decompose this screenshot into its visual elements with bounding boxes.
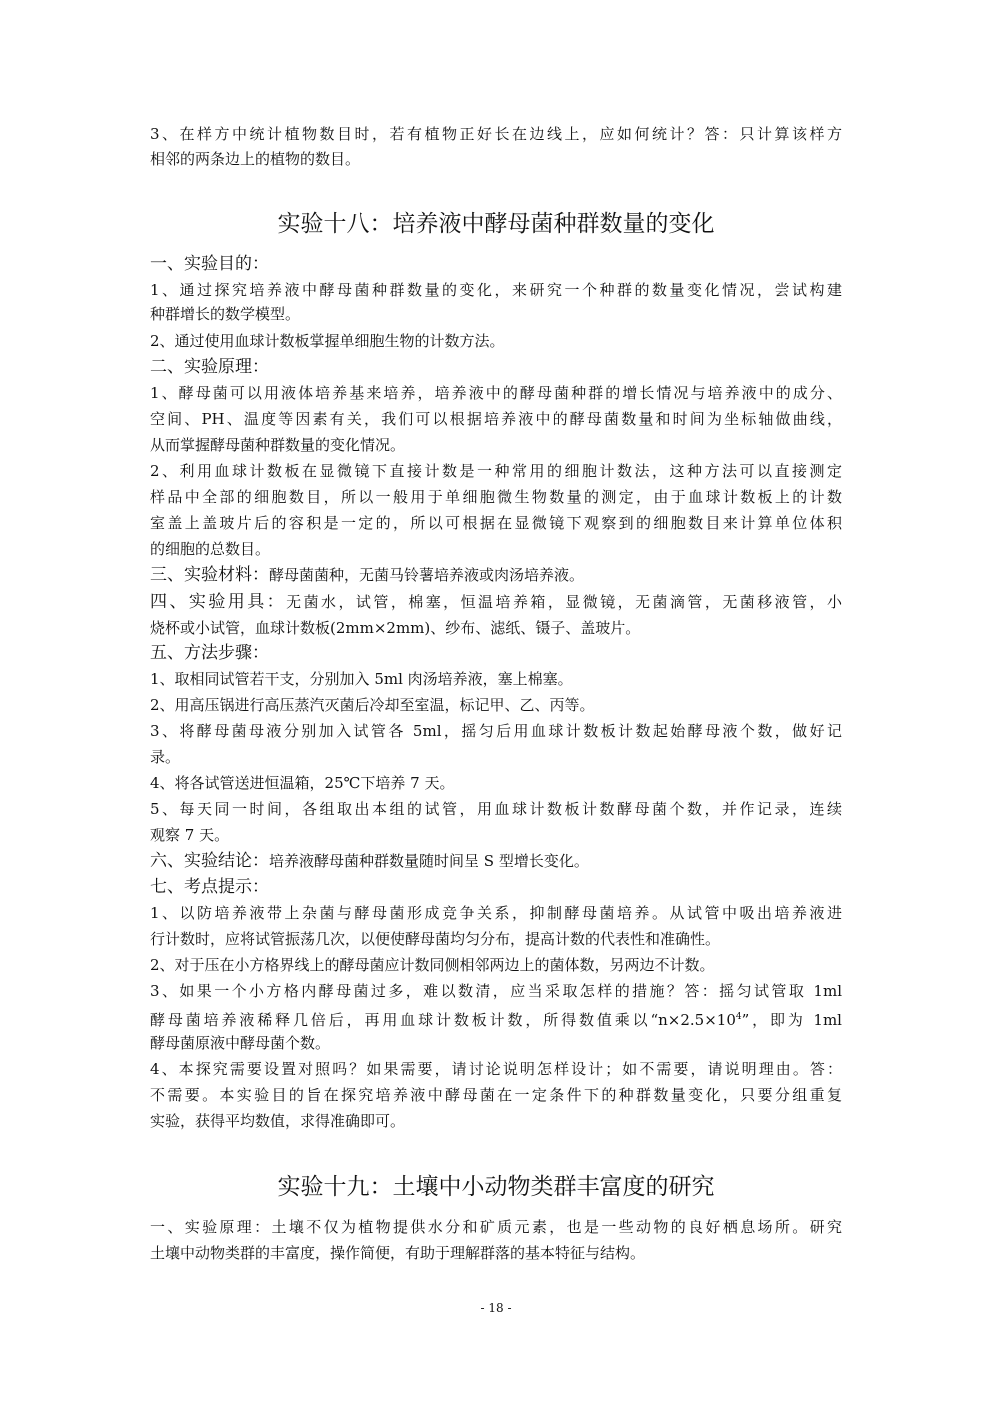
paragraph-line: 3、在样方中统计植物数目时，若有植物正好长在边线上，应如何统计？答：只计算该样方: [150, 125, 842, 143]
subsection-title: 二、实验原理：: [150, 357, 269, 377]
subsection-title: 五、方法步骤：: [150, 643, 269, 663]
paragraph-line: 2、对于压在小方格界线上的酵母菌应计数同侧相邻两边上的菌体数，另两边不计数。: [150, 956, 715, 974]
subsection-title: 六、实验结论：: [150, 851, 269, 871]
paragraph-line: 1、通过探究培养液中酵母菌种群数量的变化，来研究一个种群的数量变化情况，尝试构建: [150, 281, 842, 299]
paragraph-text: 酵母菌菌种，无菌马铃薯培养液或肉汤培养液。: [269, 566, 585, 584]
paragraph-line: 观察 7 天。: [150, 826, 230, 844]
paragraph-line: 1、以防培养液带上杂菌与酵母菌形成竞争关系，抑制酵母菌培养。从试管中吸出培养液进: [150, 904, 842, 922]
subsection-title: 三、实验材料：: [150, 565, 269, 585]
paragraph-line: 种群增长的数学模型。: [150, 305, 301, 323]
page-number: - 18 -: [480, 1301, 512, 1315]
paragraph-line: [150, 1007, 842, 1030]
paragraph-line: 不需要。本实验目的旨在探究培养液中酵母菌在一定条件下的种群数量变化，只要分组重复: [150, 1086, 842, 1104]
paragraph-line: 2、用高压锅进行高压蒸汽灭菌后冷却至室温，标记甲、乙、丙等。: [150, 696, 595, 714]
section-heading: 实验十八：培养液中酵母菌种群数量的变化: [277, 211, 715, 237]
paragraph-line: 烧杯或小试管，血球计数板(2mm×2mm)、纱布、滤纸、镊子、盖玻片。: [150, 619, 641, 637]
paragraph-line: 3、将酵母菌母液分别加入试管各 5ml，摇匀后用血球计数板计数起始酵母液个数，做好记: [150, 722, 842, 740]
subsection-title: 四、实验用具：: [150, 592, 287, 612]
section-heading: 实验十九：土壤中小动物类群丰富度的研究: [277, 1174, 715, 1200]
paragraph-line: 2、利用血球计数板在显微镜下直接计数是一种常用的细胞计数法，这种方法可以直接测定: [150, 462, 842, 480]
paragraph-line: 一、实验原理：土壤不仅为植物提供水分和矿质元素，也是一些动物的良好栖息场所。研究: [150, 1218, 842, 1236]
paragraph-line: 实验，获得平均数值，求得准确即可。: [150, 1112, 406, 1130]
paragraph-text: 培养液酵母菌种群数量随时间呈 S 型增长变化。: [269, 852, 589, 870]
paragraph-line: 2、通过使用血球计数板掌握单细胞生物的计数方法。: [150, 332, 505, 350]
paragraph-line: 5、每天同一时间，各组取出本组的试管，用血球计数板计数酵母菌个数，并作记录，连续: [150, 800, 842, 818]
subsection-line: [150, 565, 842, 585]
paragraph-line: 空间、PH、温度等因素有关，我们可以根据培养液中的酵母菌数量和时间为坐标轴做曲线，: [150, 410, 842, 428]
subsection-title: 一、实验目的：: [150, 254, 269, 274]
paragraph-line: 4、本探究需要设置对照吗？如果需要，请讨论说明怎样设计；如不需要，请说明理由。答：: [150, 1060, 842, 1078]
paragraph-line: 室盖上盖玻片后的容积是一定的，所以可根据在显微镜下观察到的细胞数目来计算单位体积: [150, 514, 842, 532]
paragraph-text: ”，即为 1ml: [741, 1011, 842, 1029]
paragraph-line: 样品中全部的细胞数目，所以一般用于单细胞微生物数量的测定，由于血球计数板上的计数: [150, 488, 842, 506]
paragraph-line: 酵母菌原液中酵母菌个数。: [150, 1034, 331, 1052]
paragraph-line: 相邻的两条边上的植物的数目。: [150, 150, 361, 168]
superscript: 4: [735, 1012, 742, 1022]
paragraph-text: 无菌水，试管，棉塞，恒温培养箱，显微镜，无菌滴管，无菌移液管，小: [286, 593, 842, 611]
subsection-title: 七、考点提示：: [150, 877, 269, 897]
paragraph-line: 录。: [150, 748, 181, 766]
paragraph-line: 1、酵母菌可以用液体培养基来培养，培养液中的酵母菌种群的增长情况与培养液中的成分、: [150, 384, 842, 402]
paragraph-text: 酵母菌培养液稀释几倍后，再用血球计数板计数，所得数值乘以“n×2.5×10: [150, 1011, 736, 1029]
paragraph-line: 3、如果一个小方格内酵母菌过多，难以数清，应当采取怎样的措施？答：摇匀试管取 1ml: [150, 982, 842, 1000]
paragraph-line: 从而掌握酵母菌种群数量的变化情况。: [150, 436, 406, 454]
paragraph-line: 4、将各试管送进恒温箱，25℃下培养 7 天。: [150, 774, 455, 792]
paragraph-line: 土壤中动物类群的丰富度，操作简便，有助于理解群落的基本特征与结构。: [150, 1244, 646, 1262]
paragraph-line: 的细胞的总数目。: [150, 540, 271, 558]
subsection-line: [150, 851, 842, 871]
paragraph-line: 行计数时，应将试管振荡几次，以便使酵母菌均匀分布，提高计数的代表性和准确性。: [150, 930, 721, 948]
paragraph-line: 1、取相同试管若干支，分别加入 5ml 肉汤培养液，塞上棉塞。: [150, 670, 573, 688]
subsection-line: [150, 592, 842, 612]
